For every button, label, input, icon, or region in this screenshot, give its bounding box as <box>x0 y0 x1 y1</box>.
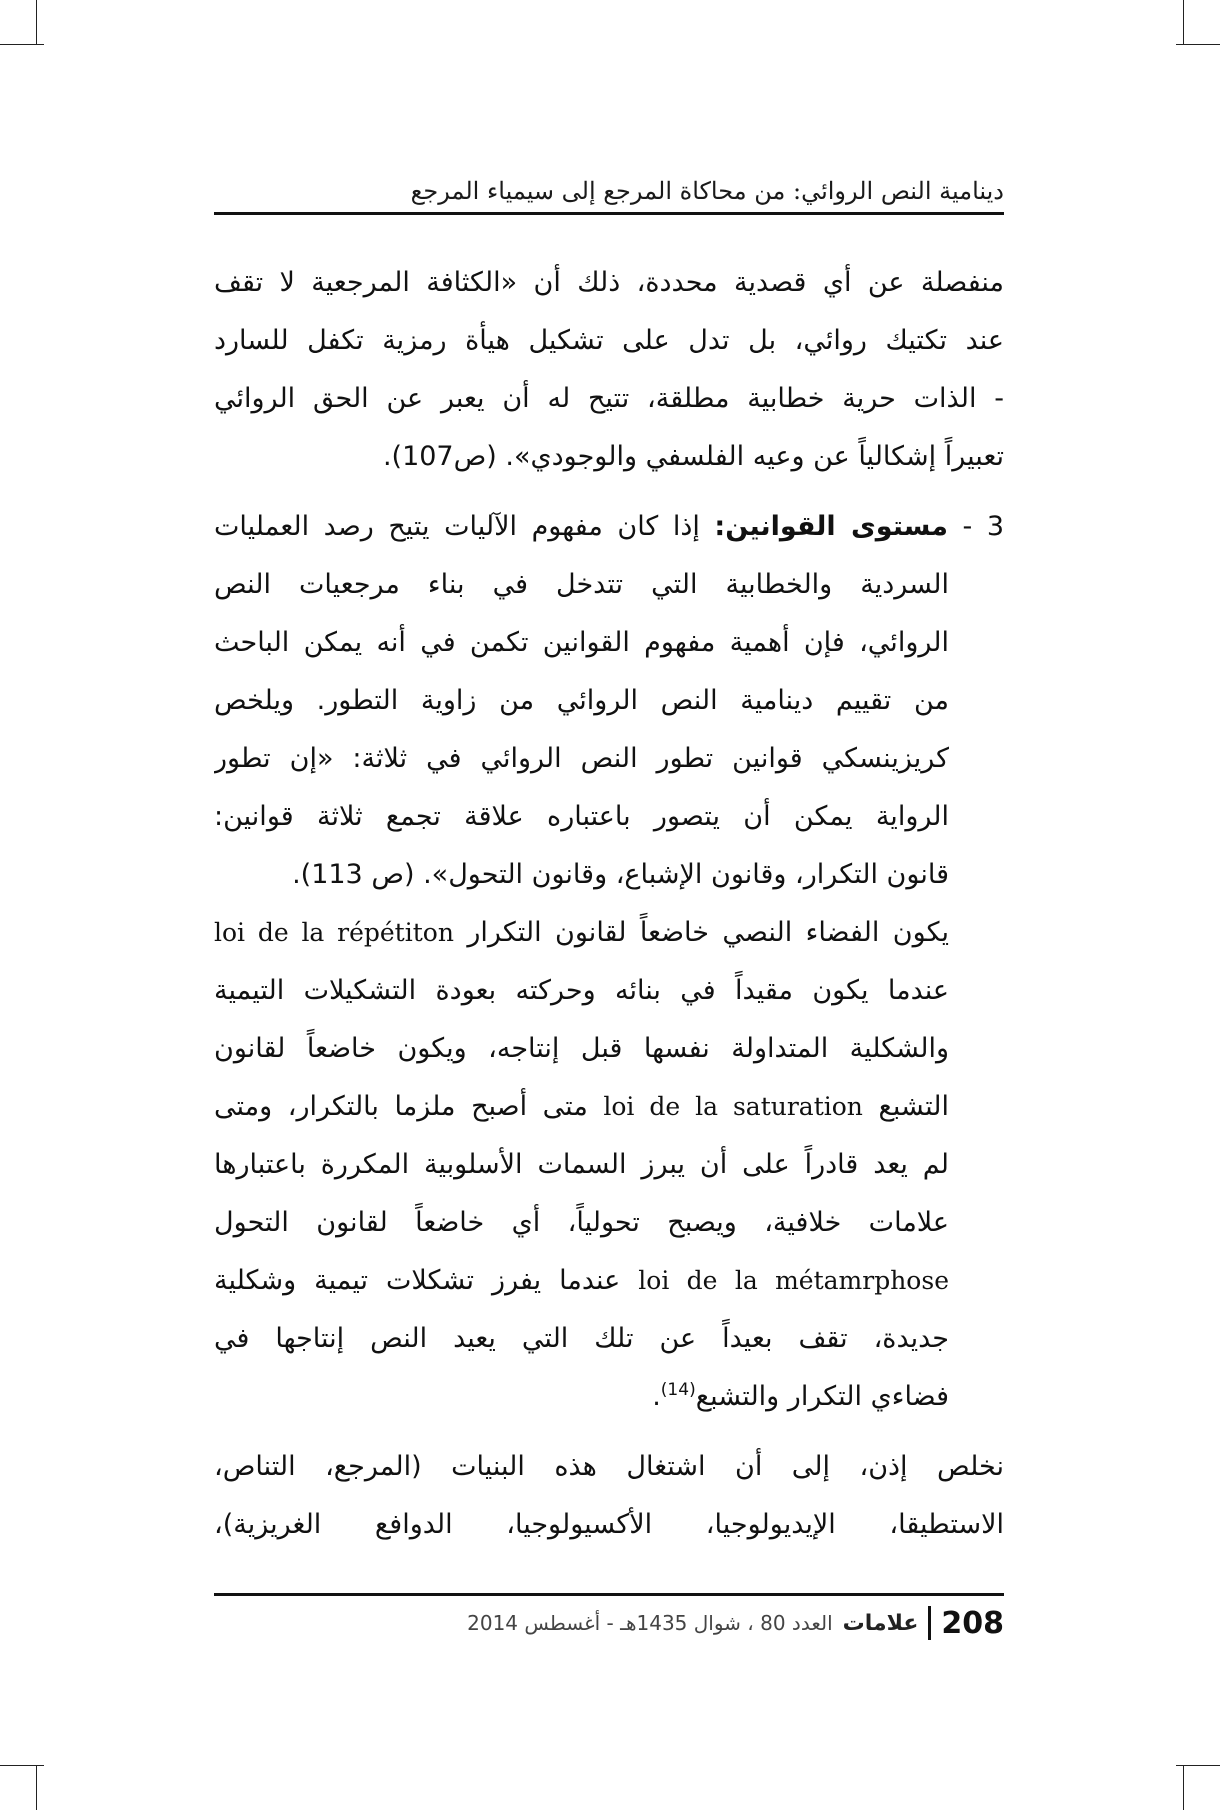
issue-info: العدد 80 ، شوال 1435هـ - أغسطس 2014 <box>467 1611 833 1635</box>
item-text: التشبع <box>878 1091 949 1122</box>
footer-separator <box>928 1606 931 1640</box>
page-footer <box>214 1603 1004 1643</box>
item-text: عندما يفرز تشكلات تيمية وشكلية <box>214 1265 621 1296</box>
item-text: إذا كان مفهوم الآليات يتيح رصد العمليات <box>214 511 700 542</box>
text-line: منفصلة عن أي قصدية محددة، ذلك أن «الكثافة المرجعية لا تقف <box>214 267 1004 298</box>
text-line: نخلص إذن، إلى أن اشتغال هذه البنيات (المرجع، التناص، <box>214 1451 1004 1482</box>
text-line: الرواية يمكن أن يتصور باعتباره علاقة تجمع ثلاثة قوانين: <box>214 801 949 832</box>
page-body <box>214 254 1004 1554</box>
crop-mark <box>1176 1765 1220 1766</box>
crop-mark <box>1183 1766 1184 1810</box>
text-line: علامات خلافية، ويصبح تحولياً، أي خاضعاً لقانون التحول <box>214 1207 949 1238</box>
item-number: 3 - <box>962 511 1004 542</box>
text-line: قانون التكرار، وقانون الإشباع، وقانون التحول». (ص 113). <box>292 859 949 890</box>
text-line: الاستطيقا، الإيديولوجيا، الأكسيولوجيا، الدوافع الغريزية)، <box>214 1509 1004 1540</box>
text-line: كريزينسكي قوانين تطور النص الروائي في ثلاثة: «إن تطور <box>214 743 949 774</box>
header-rule <box>214 212 1004 215</box>
paragraph <box>214 1438 1004 1554</box>
text-line: عند تكتيك روائي، بل تدل على تشكيل هيأة رمزية تكفل للسارد <box>214 325 1004 356</box>
text-line: من تقييم دينامية النص الروائي من زاوية التطور. ويلخص <box>214 685 949 716</box>
text-line: عندما يكون مقيداً في بنائه وحركته بعودة التشكيلات التيمية <box>214 975 949 1006</box>
footer-rule <box>214 1593 1004 1596</box>
text-line: فضاءي التكرار والتشبع$^{(14)}$. <box>652 1380 949 1412</box>
page-number: 208 <box>941 1605 1004 1641</box>
text-line: الروائي، فإن أهمية مفهوم القوانين تكمن في أنه يمكن الباحث <box>214 627 949 658</box>
crop-mark <box>36 1766 37 1810</box>
text-line <box>214 1252 949 1310</box>
text-line <box>214 1078 949 1136</box>
text-line: تعبيراً إشكالياً عن وعيه الفلسفي والوجودي». (ص107). <box>382 441 1004 472</box>
french-term: loi de la répétiton <box>214 918 454 947</box>
item-text: فضاءي التكرار والتشبع <box>695 1381 949 1412</box>
item-text: متى أصبح ملزما بالتكرار، ومتى <box>214 1091 588 1122</box>
crop-mark <box>36 0 37 44</box>
text-line: السردية والخطابية التي تتدخل في بناء مرجعيات النص <box>214 569 949 600</box>
crop-mark <box>0 1765 44 1766</box>
journal-logo: علامات <box>842 1610 919 1636</box>
crop-mark <box>1183 0 1184 44</box>
french-term: loi de la métamrphose <box>638 1266 949 1295</box>
text-line <box>214 498 1004 556</box>
text-line: والشكلية المتداولة نفسها قبل إنتاجه، ويكون خاضعاً لقانون <box>214 1033 949 1064</box>
crop-mark <box>1176 44 1220 45</box>
list-item-laws <box>214 498 1004 1426</box>
paragraph <box>214 254 1004 486</box>
footnote-ref[interactable]: (14) <box>660 1380 696 1400</box>
text-line <box>214 904 949 962</box>
crop-mark <box>0 44 44 45</box>
item-text: يكون الفضاء النصي خاضعاً لقانون التكرار <box>467 917 949 948</box>
item-heading: مستوى القوانين: <box>714 511 948 542</box>
running-header: دينامية النص الروائي: من محاكاة المرجع إلى سيمياء المرجع <box>410 177 1004 205</box>
text-line: جديدة، تقف بعيداً عن تلك التي يعيد النص إنتاجها في <box>214 1323 949 1354</box>
text-line: لم يعد قادراً على أن يبرز السمات الأسلوبية المكررة باعتبارها <box>214 1149 949 1180</box>
text-line: - الذات حرية خطابية مطلقة، تتيح له أن يعبر عن الحق الروائي <box>214 383 1004 414</box>
french-term: loi de la saturation <box>603 1092 863 1121</box>
